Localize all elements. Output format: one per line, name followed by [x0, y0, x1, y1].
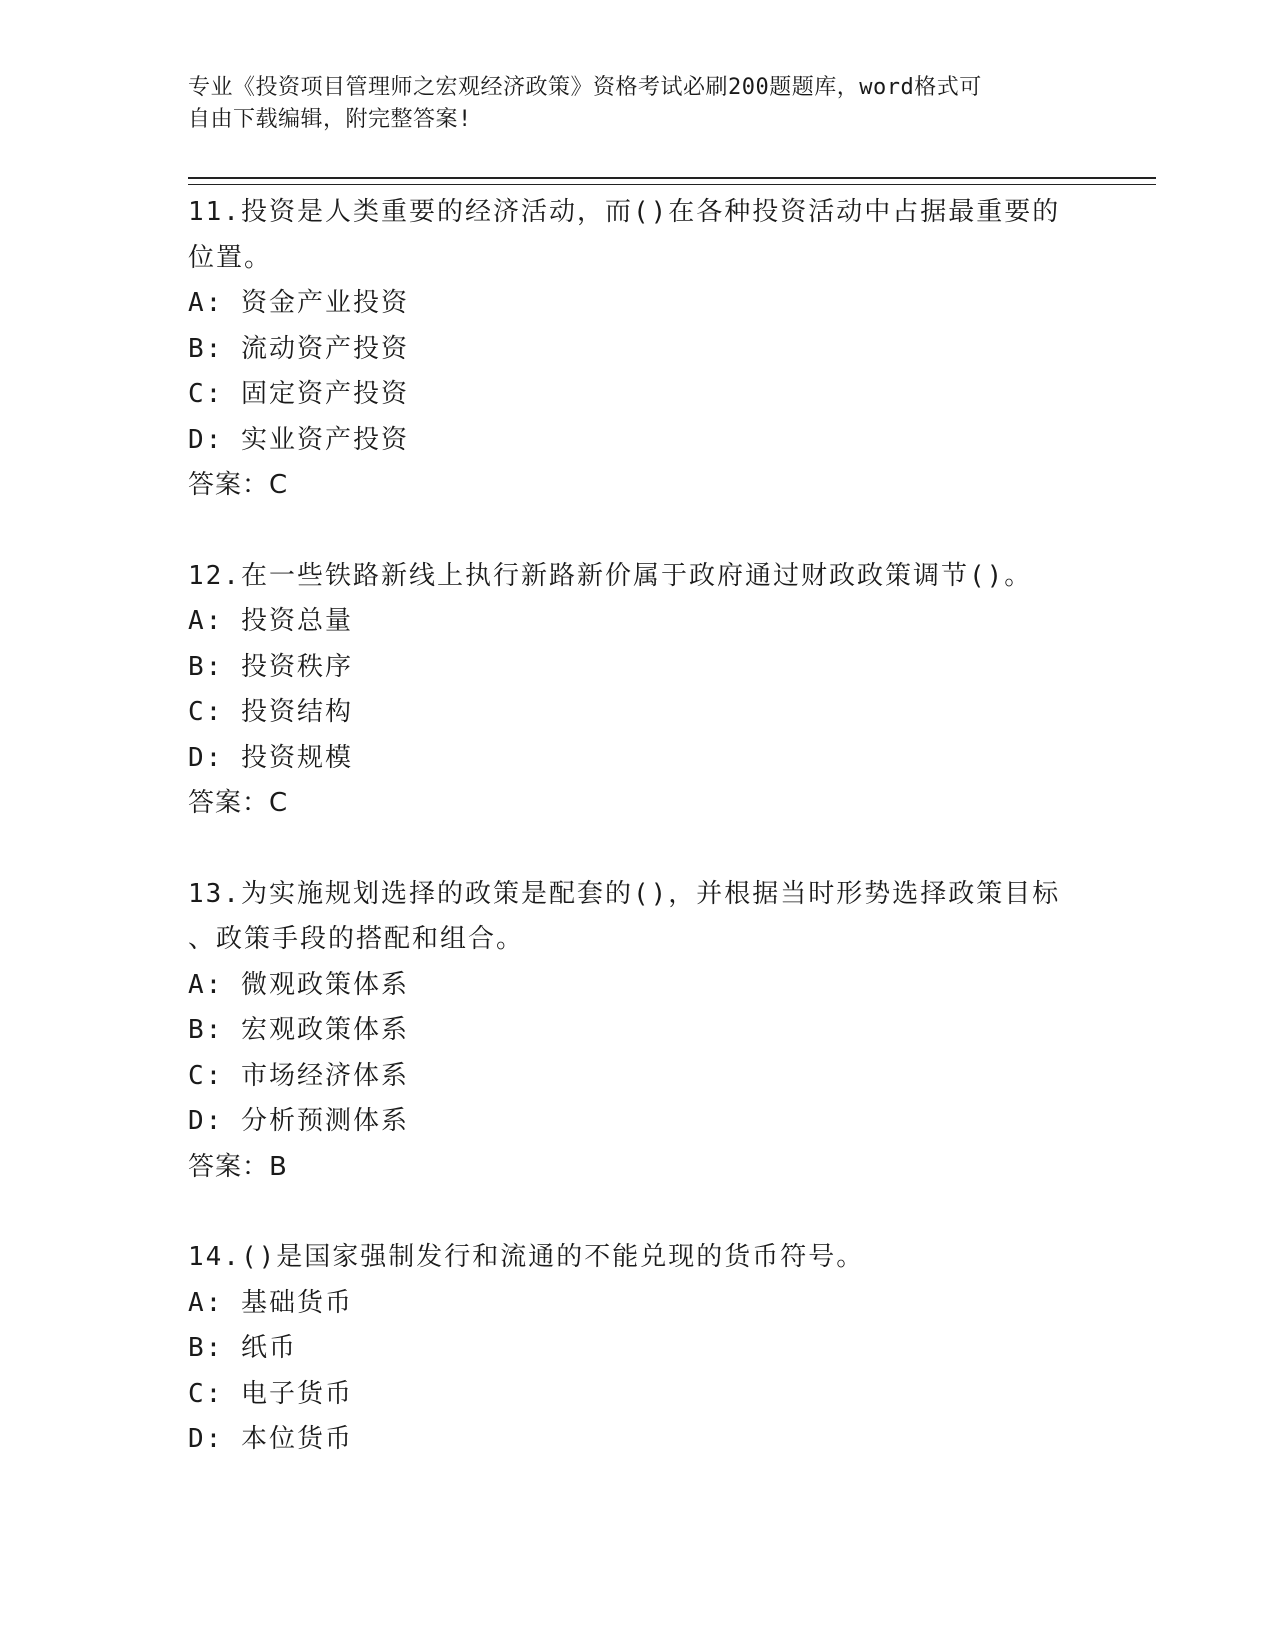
- question-stem: 、政策手段的搭配和组合。: [188, 924, 525, 954]
- question-11: [188, 190, 1088, 509]
- header-rule-thin: [188, 184, 1156, 185]
- option-d: D: 投资规模: [188, 742, 353, 773]
- question-12: [188, 554, 1088, 827]
- option-b: B: 投资秩序: [188, 651, 353, 682]
- question-14: [188, 1235, 1088, 1463]
- option-c: C: 投资结构: [188, 697, 353, 727]
- question-stem: 13.为实施规划选择的政策是配套的()，并根据当时形势选择政策目标: [188, 878, 1061, 909]
- option-c: C: 固定资产投资: [188, 379, 409, 409]
- option-c: C: 市场经济体系: [188, 1060, 409, 1091]
- option-d: D: 分析预测体系: [188, 1106, 409, 1136]
- option-d: D: 本位货币: [188, 1424, 353, 1454]
- question-list: [188, 190, 1088, 1508]
- option-a: A: 微观政策体系: [188, 969, 409, 1000]
- header-line-1: 专业《投资项目管理师之宏观经济政策》资格考试必刷200题题库，word格式可: [188, 75, 982, 100]
- option-b: B: 宏观政策体系: [188, 1015, 409, 1045]
- option-d: D: 实业资产投资: [188, 424, 409, 455]
- answer-line: 答案：C: [188, 470, 289, 500]
- header-rule-thick: [188, 177, 1156, 179]
- question-13: [188, 872, 1088, 1191]
- question-stem: 12.在一些铁路新线上执行新路新价属于政府通过财政政策调节()。: [188, 560, 1033, 591]
- document-header: [188, 72, 1068, 136]
- option-a: A: 投资总量: [188, 606, 353, 636]
- answer-line: 答案：B: [188, 1151, 288, 1182]
- option-b: B: 流动资产投资: [188, 333, 409, 364]
- header-line-2: 自由下载编辑，附完整答案!: [188, 107, 472, 132]
- option-a: A: 基础货币: [188, 1287, 353, 1318]
- question-stem: 11.投资是人类重要的经济活动，而()在各种投资活动中占据最重要的: [188, 197, 1061, 227]
- option-b: B: 纸币: [188, 1333, 297, 1363]
- option-a: A: 资金产业投资: [188, 288, 409, 318]
- question-stem: 位置。: [188, 242, 273, 273]
- question-stem: 14.()是国家强制发行和流通的不能兑现的货币符号。: [188, 1242, 865, 1272]
- option-c: C: 电子货币: [188, 1378, 353, 1409]
- answer-line: 答案：C: [188, 788, 289, 818]
